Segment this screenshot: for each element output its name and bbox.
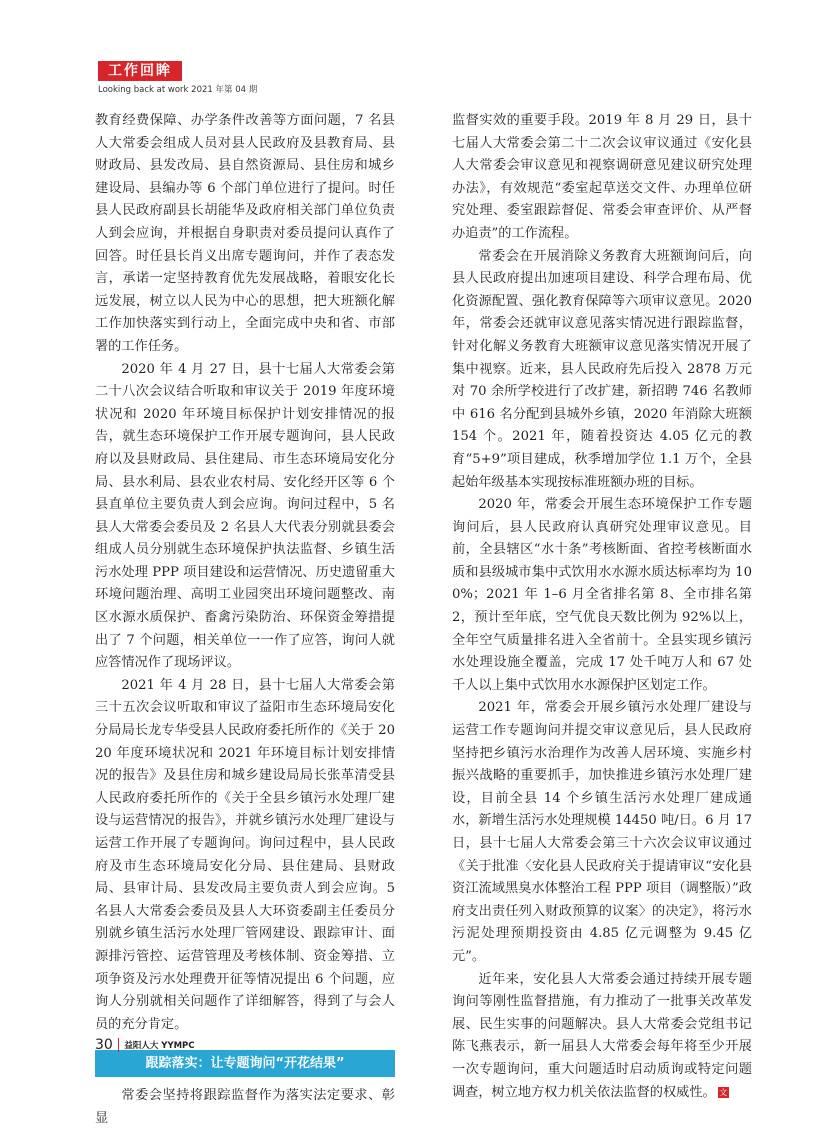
page-footer bbox=[95, 1037, 195, 1053]
left-paragraph-2: 2020 年 4 月 27 日，县十七届人大常委会第二十八次会议结合听取和审议关于 2019 年度环境状况和 2020 年环境目标保护计划安排情况的报告，就生态环境保护工作开展专题询问，县人民政府以及县财政局、县住建局、市生态环境局安化分局、县水利局、县农业农村局、安化经开区等 6 个县直单位主要负责人到会应询。询问过程中，5 名县人大常委会委员及 2 名县人大代表分别就县委会组成人员分别就生态环境保护执法监督、乡镇生活污水处理 PPP 项目建设和运营情况、历史遗留重大环境问题治理、高明工业园突出环境问题整改、南区水源水质保护、畜禽污染防治、环保资金筹措提出了 7 个问题，相关单位一一作了应答，询问人就应答情况作了现场评议。 bbox=[95, 361, 395, 671]
end-mark-icon: 文 bbox=[719, 1087, 728, 1097]
column-subtitle: Looking back at work 2021 年第 04 期 bbox=[98, 85, 258, 95]
right-paragraph-1: 常委会在开展消除义务教育大班额询问后，向县人民政府提出加速项目建设、科学合理布局、优化资源配置、强化教育保障等六项审议意见。2020 年，常委会还就审议意见落实情况进行跟踪监督，针对化解义务教育大班额审议意见落实情况开展了集中视察。近来，县人民政府先后投入 2878 万元对 70 余所学校进行了改扩建，新招聘 746 名教师中 616 名分配到县城外乡镇，2020 年消除大班额 154 个。2021 年，随着投资达 4.05 亿元的教育“5+9”项目建成，秋季增加学位 1.1 万个，全县起始年级基本实现按标准班额办班的目标。 bbox=[452, 248, 752, 490]
left-paragraph-3: 2021 年 4 月 28 日，县十七届人大常委会第三十五次会议听取和审议了益阳市生态环境局安化分局局长龙专华受县人民政府委托所作的《关于 2020 年度环境状况和 2021 年环境目标计划安排情况的报告》及县住房和城乡建设局局长张革清受县人民政府委托所作的《关于全县乡镇污水处理厂建设与运营情况的报告》，并就乡镇污水处理厂建设与运营工作开展了专题询问。询问过程中，县人民政府及市生态环境局安化分局、县住建局、县财政局、县审计局、县发改局主要负责人到会应询。5 名县人大常委会委员及县人大环资委副主任委员分别就乡镇生活污水处理厂管网建设、跟踪审计、面源排污管控、运营管理及考核体制、资金筹措、立项争资及污水处理费开征等情况提出 6 个问题，应询人分别就相关问题作了详细解答，得到了与会人员的充分肯定。 bbox=[95, 677, 395, 1032]
publication-name: 益阳人大 YYMPC bbox=[124, 1041, 195, 1051]
column-badge: 工作回眸 bbox=[98, 61, 182, 81]
footer-divider bbox=[118, 1038, 120, 1052]
left-column bbox=[95, 110, 395, 1131]
right-paragraph-0: 监督实效的重要手段。2019 年 8 月 29 日，县十七届人大常委会第二十二次会议审议通过《安化县人大常委会审议意见和视察调研意见建议研究处理办法》，有效规范“委室起草送交文件、办理单位研究处理、委室跟踪督促、常委会审查评价、从严督办追责”的工作流程。 bbox=[452, 113, 752, 241]
right-paragraph-2: 2020 年，常委会开展生态环境保护工作专题询问后，县人民政府认真研究处理审议意见。目前，全县辖区“水十条”考核断面、省控考核断面水质和县级城市集中式饮用水水源水质达标率均为 100%；2021 年 1–6 月全省排名第 8、全市排名第 2，预计至年底，空气优良天数比例为 92%以上，全年空气质量排名进入全省前十。全县实现乡镇污水处理设施全覆盖，完成 17 处千吨万人和 67 处千人以上集中式饮用水水源保护区划定工作。 bbox=[452, 497, 752, 693]
right-paragraph-4 bbox=[452, 969, 752, 1105]
left-paragraph-1: 教育经费保障、办学条件改善等方面问题，7 名县人大常委会组成人员对县人民政府及县教育局、县财政局、县发改局、县自然资源局、县住房和城乡建设局、县编办等 6 个部门单位进行了提问。时任县人民政府副县长胡能华及政府相关部门单位负责人到会应询，并根据自身职责对委员提问认真作了回答。时任县长肖义出席专题询问，并作了表态发言，承诺一定坚持教育优先发展战略，着眼安化长远发展，树立以人民为中心的思想，把大班额化解工作加快落实到行动上，全面完成中央和省、市部署的工作任务。 bbox=[95, 113, 395, 354]
section-heading: 跟踪落实：让专题询问“开花结果” bbox=[95, 1050, 395, 1077]
right-column bbox=[452, 110, 752, 1104]
page-number: 30 bbox=[95, 1037, 113, 1053]
right-paragraph-3: 2021 年，常委会开展乡镇污水处理厂建设与运营工作专题询问并提交审议意见后，县人民政府坚持把乡镇污水治理作为改善人居环境、实施乡村振兴战略的重要抓手，加快推进乡镇污水处理厂建设，目前全县 14 个乡镇生活污水处理厂建成通水，新增生活污水处理规模 14450 吨/日。6 月 17 日，县十七届人大常委会第三十六次会议审议通过《关于批准〈安化县人民政府关于提请审议“安化县资江流域黑臭水体整治工程 PPP 项目（调整版）”政府支出责任列入财政预算的议案〉的决定》，将污水污泥处理预期投资由 4.85 亿元调整为 9.45 亿元”。 bbox=[452, 700, 752, 964]
right-paragraph-4-text: 近年来，安化县人大常委会通过持续开展专题询问等刚性监督措施，有力推动了一批事关改革发展、民生实事的问题解决。县人大常委会党组书记陈飞燕表示，新一届县人大常委会每年将至少开展一次专题询问，重大问题适时启动质询或特定问题调查，树立地方权力机关依法监督的权威性。 bbox=[452, 971, 752, 1100]
left-paragraph-4: 常委会坚持将跟踪监督作为落实法定要求、彰显 bbox=[95, 1088, 395, 1126]
